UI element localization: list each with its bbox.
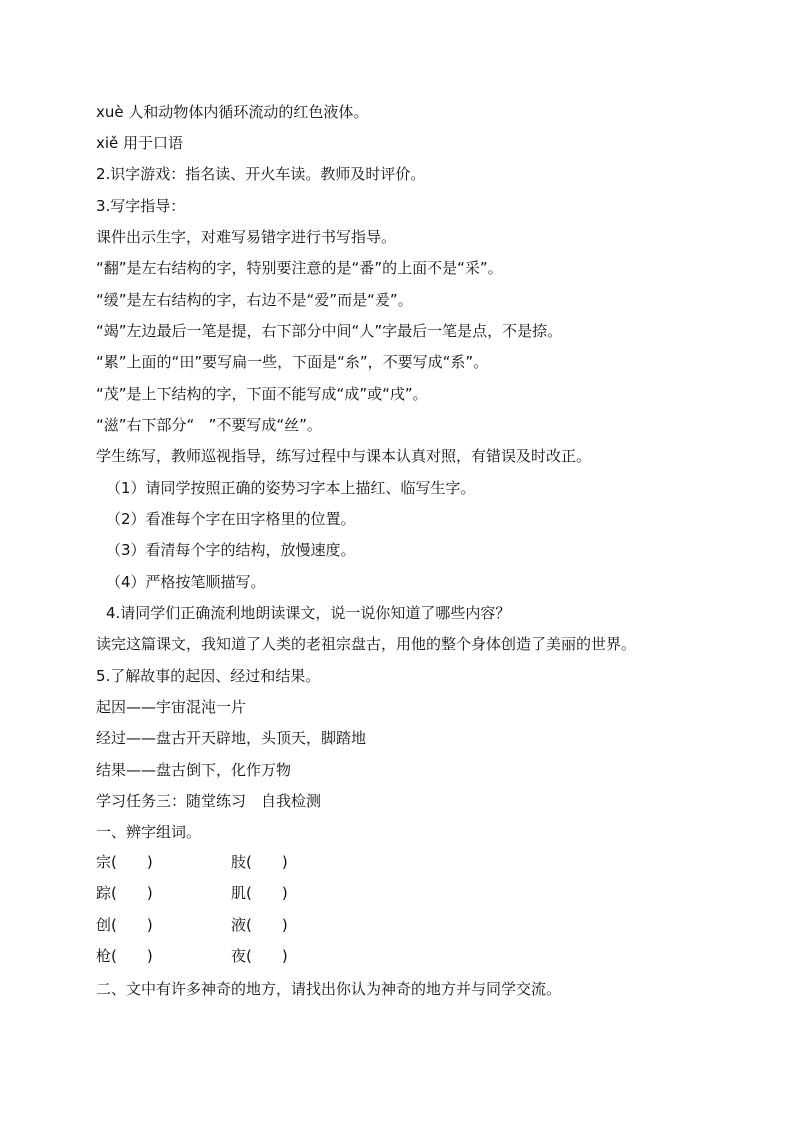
paragraph-intro: 课件出示生字，对难写易错字进行书写指导。	[96, 228, 397, 246]
story-process: 经过——盘古开天辟地，头顶天，脚踏地	[96, 729, 367, 747]
exercise-cell-ye2: 夜( )	[231, 947, 288, 965]
task-3-heading: 学习任务三：随堂练习 自我检测	[96, 792, 322, 810]
practice-item-3: （3）看清每个字的结构，放慢速度。	[106, 541, 356, 559]
practice-item-2: （2）看准每个字在田字格里的位置。	[106, 510, 356, 528]
char-note-jie: “竭”左边最后一笔是提，右下部分中间“人”字最后一笔是点，不是捺。	[96, 322, 563, 340]
story-cause: 起因——宇宙混沌一片	[96, 698, 247, 716]
step-5-heading: 5.了解故事的起因、经过和结果。	[96, 667, 321, 685]
practice-item-4: （4）严格按笔顺描写。	[106, 573, 266, 591]
char-note-zi: “滋”右下部分“ ”不要写成“丝”。	[96, 416, 322, 434]
pinyin-xue-definition: xuè 人和动物体内循环流动的红色液体。	[96, 103, 369, 121]
exercise-cell-ji: 肌( )	[231, 884, 288, 902]
exercise-cell-ye: 液( )	[231, 916, 288, 934]
reading-summary: 读完这篇课文，我知道了人类的老祖宗盘古，用他的整个身体创造了美丽的世界。	[96, 635, 637, 653]
exercise-cell-zhi: 肢( )	[231, 853, 288, 871]
practice-paragraph: 学生练写，教师巡视指导，练写过程中与课本认真对照，有错误及时改正。	[96, 447, 592, 465]
char-note-huan: “缓”是左右结构的字，右边不是“爱”而是“爰”。	[96, 291, 413, 309]
exercise-cell-zong2: 踪( )	[96, 884, 153, 902]
exercise-cell-chuang: 创( )	[96, 916, 153, 934]
story-result: 结果——盘古倒下，化作万物	[96, 761, 292, 779]
char-note-lei: “累”上面的“田”要写扁一些，下面是“糸”，不要写成“系”。	[96, 353, 489, 371]
char-note-fan: “翻”是左右结构的字，特别要注意的是“番”的上面不是“采”。	[96, 259, 503, 277]
exercise-cell-zong: 宗( )	[96, 853, 153, 871]
char-note-mao: “茂”是上下结构的字，下面不能写成“成”或“戌”。	[96, 385, 428, 403]
exercise-cell-qiang: 枪( )	[96, 947, 153, 965]
exercise-1-heading: 一、辨字组词。	[96, 823, 202, 841]
pinyin-xie-definition: xiě 用于口语	[96, 134, 184, 152]
step-2-heading: 2.识字游戏：指名读、开火车读。教师及时评价。	[96, 165, 426, 183]
practice-item-1: （1）请同学按照正确的姿势习字本上描红、临写生字。	[106, 479, 476, 497]
exercise-2-heading: 二、文中有许多神奇的地方，请找出你认为神奇的地方并与同学交流。	[96, 980, 562, 998]
step-3-heading: 3.写字指导：	[96, 197, 186, 215]
step-4-heading: 4.请同学们正确流利地朗读课文，说一说你知道了哪些内容？	[106, 604, 511, 622]
